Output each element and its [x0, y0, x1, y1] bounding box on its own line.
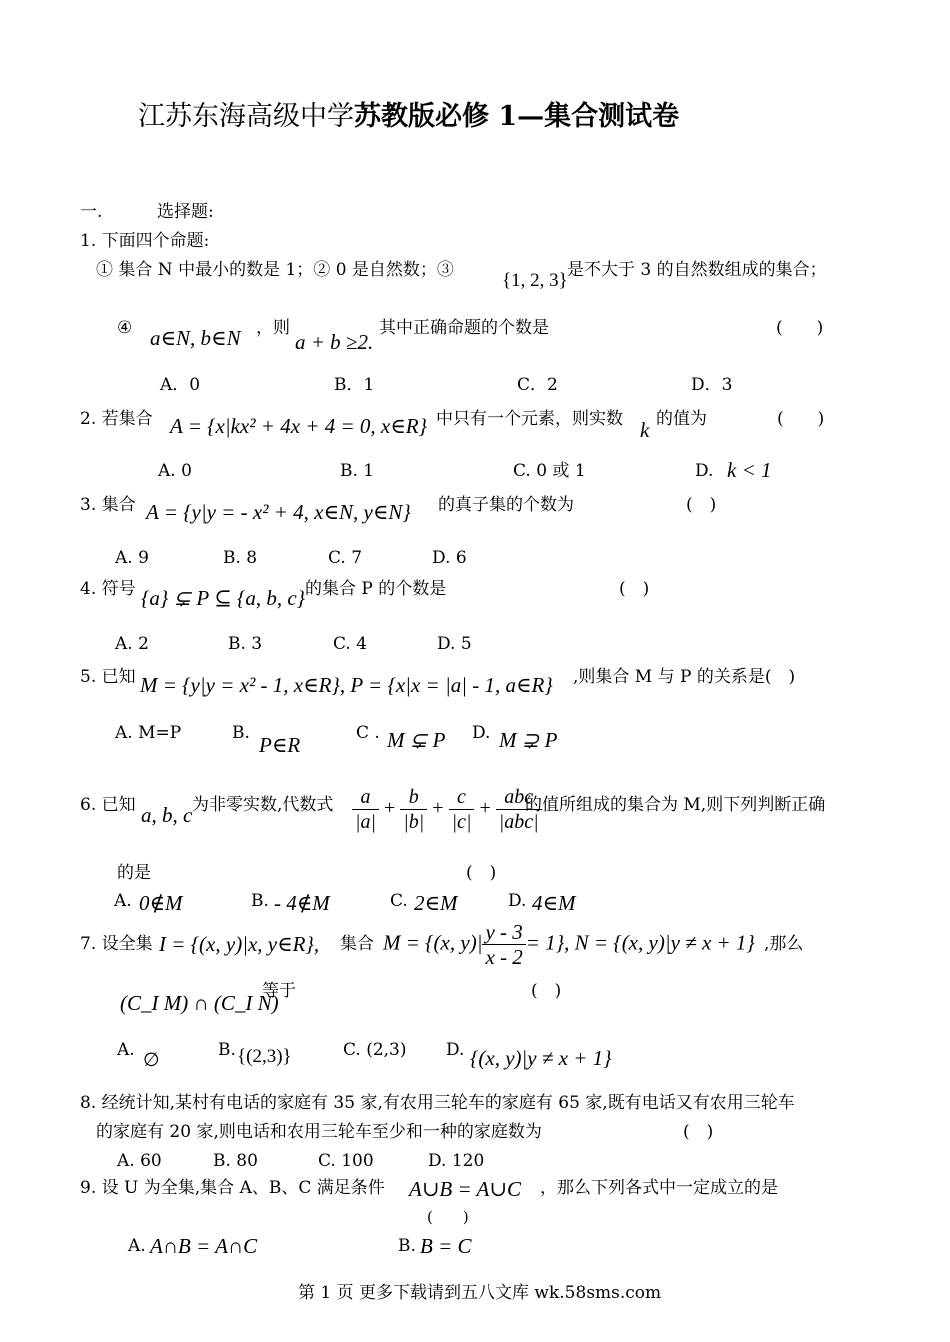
- q4-option-c: C. 4: [333, 634, 368, 654]
- q3-set: A = {y|y = - x² + 4, x∈N, y∈N}: [146, 500, 411, 524]
- q7-universal-set: I = {(x, y)|x, y∈R},: [159, 932, 320, 956]
- q3-option-b: B. 8: [223, 548, 258, 568]
- q4-expr: {a} ⊊ P ⊆ {a, b, c}: [141, 586, 306, 610]
- q6-frac-c: [449, 785, 475, 834]
- q7-frac: [482, 920, 525, 969]
- q7-set-m: [383, 920, 755, 969]
- q8-option-c: C. 100: [318, 1151, 374, 1171]
- q2-set: A = {x|kx² + 4x + 4 = 0, x∈R}: [170, 414, 427, 438]
- q1-question: 其中正确命题的个数是: [379, 318, 549, 338]
- frac-den: |b|: [403, 811, 425, 833]
- frac-num: a: [352, 785, 379, 810]
- frac-num: c: [449, 785, 475, 810]
- frac-den: x - 2: [485, 945, 523, 969]
- q5-option-d: M ⊋ P: [499, 728, 558, 752]
- q5-pre: 5. 已知: [80, 667, 136, 687]
- q1-items-tail: 是不大于 3 的自然数组成的集合；: [567, 260, 827, 280]
- q6-frac-b: [400, 785, 427, 834]
- q6-option-d-label: D.: [508, 891, 527, 911]
- q5-expr: M = {y|y = x² - 1, x∈R}, P = {x|x = |a| - 1, a∈R}: [140, 673, 553, 697]
- q7-post: ,那么: [764, 934, 804, 954]
- q9-option-b-label: B.: [398, 1236, 416, 1256]
- q7-pre: 7. 设全集: [80, 934, 153, 954]
- plus-sign: +: [432, 797, 444, 820]
- q7-option-b-label: B.: [218, 1040, 236, 1060]
- q5-option-c: M ⊊ P: [387, 728, 446, 752]
- frac-den: |abc|: [498, 811, 539, 833]
- section-label: 选择题:: [157, 202, 214, 222]
- q2-answer-paren: ( ): [777, 409, 825, 429]
- q3-answer-paren: ( ): [686, 495, 717, 515]
- q6-pre: 6. 已知: [80, 795, 136, 815]
- q6-line2: 的是: [117, 863, 151, 883]
- q7-option-b: {(2,3)}: [237, 1046, 292, 1067]
- q1-items: ① 集合 N 中最小的数是 1；② 0 是自然数；③: [96, 260, 454, 280]
- q5-option-a: A. M=P: [115, 723, 182, 743]
- q8-option-d: D. 120: [428, 1151, 485, 1171]
- q6-option-c: 2∈M: [414, 891, 458, 915]
- page-title: [138, 94, 679, 133]
- q5-option-b: P∈R: [259, 733, 301, 757]
- q1-inequality: a + b ≥2.: [295, 330, 374, 354]
- q6-option-b-label: B.: [251, 891, 269, 911]
- q3-post: 的真子集的个数为: [438, 495, 574, 515]
- q6-mid: 为非零实数,代数式: [192, 795, 334, 815]
- q6-option-d: 4∈M: [532, 891, 576, 915]
- q5-option-b-label: B.: [232, 723, 250, 743]
- q1-answer-paren: ( ): [776, 318, 824, 338]
- q7-mid: 集合: [340, 934, 374, 954]
- q4-option-d: D. 5: [437, 634, 472, 654]
- q6-vars: a, b, c: [141, 803, 193, 827]
- q2-option-b: B. 1: [340, 461, 375, 481]
- q6-option-a-label: A.: [114, 891, 132, 911]
- q3-pre: 3. 集合: [80, 495, 136, 515]
- q4-post: 的集合 P 的个数是: [305, 579, 447, 599]
- q2-tail: 的值为: [656, 409, 707, 429]
- title-school: 江苏东海高级中学: [138, 101, 354, 132]
- q3-option-c: C. 7: [328, 548, 363, 568]
- q1-condition: a∈N, b∈N: [150, 326, 241, 350]
- q7-m-pre: M = {(x, y)|: [383, 930, 483, 955]
- q1-set: {1, 2, 3}: [502, 270, 568, 291]
- q7-expression: (C_I M) ∩ (C_I N): [120, 991, 279, 1015]
- q8-line2: 的家庭有 20 家,则电话和农用三轮车至少和一种的家庭数为: [96, 1122, 542, 1142]
- q2-post: 中只有一个元素，则实数: [436, 409, 623, 429]
- frac-den: |c|: [451, 811, 472, 833]
- q9-answer-paren: ( ): [427, 1208, 469, 1226]
- q9-option-a: A∩B = A∩C: [150, 1234, 258, 1258]
- q6-frac-a: [352, 785, 379, 834]
- q1-option-a: A．0: [160, 375, 201, 395]
- q5-post: ,则集合 M 与 P 的关系是( ): [573, 667, 796, 687]
- q6-expression: [352, 785, 542, 834]
- q6-option-b: - 4∉M: [274, 891, 330, 915]
- q4-option-b: B. 3: [228, 634, 263, 654]
- frac-num: abc: [496, 785, 542, 810]
- plus-sign: +: [479, 797, 491, 820]
- q1-option-d: D．3: [691, 375, 733, 395]
- q2-option-a: A. 0: [158, 461, 192, 481]
- q1-item4: ④: [117, 318, 133, 338]
- q2-option-c: C. 0 或 1: [513, 461, 586, 481]
- frac-num: b: [400, 785, 427, 810]
- q6-answer-paren: ( ): [466, 863, 497, 883]
- q5-option-c-label: C .: [356, 723, 380, 743]
- title-exam: 苏教版必修 1—集合测试卷: [354, 101, 680, 132]
- q7-m-post: = 1}, N = {(x, y)|y ≠ x + 1}: [525, 930, 755, 955]
- q7-answer-paren: ( ): [531, 981, 562, 1001]
- q8-line1: 8. 经统计知,某村有电话的家庭有 35 家,有农用三轮车的家庭有 65 家,既有电话又有农用三轮车: [80, 1093, 795, 1113]
- q8-option-a: A. 60: [117, 1151, 162, 1171]
- q9-pre: 9. 设 U 为全集,集合 A、B、C 满足条件: [80, 1178, 385, 1198]
- q2-pre: 2. 若集合: [80, 409, 153, 429]
- plus-sign: +: [384, 797, 396, 820]
- q7-line2-tail: 等于: [262, 981, 296, 1001]
- section-number: 一.: [80, 202, 103, 222]
- q8-option-b: B. 80: [213, 1151, 258, 1171]
- q1-then: ，则: [256, 318, 290, 338]
- q4-answer-paren: ( ): [619, 579, 650, 599]
- q7-option-d: {(x, y)|y ≠ x + 1}: [470, 1046, 612, 1070]
- q2-option-d-label: D.: [695, 461, 714, 481]
- q1-stem: 1. 下面四个命题:: [80, 231, 210, 251]
- q7-option-a-label: A.: [117, 1040, 135, 1060]
- q3-option-a: A. 9: [115, 548, 149, 568]
- q6-option-a: 0∉M: [139, 891, 183, 915]
- q1-option-c: C．2: [517, 375, 558, 395]
- q4-pre: 4. 符号: [80, 579, 136, 599]
- page-footer: 第 1 页 更多下载请到五八文库 wk.58sms.com: [298, 1283, 662, 1303]
- q9-post: ，那么下列各式中一定成立的是: [540, 1178, 778, 1198]
- frac-num: y - 3: [482, 920, 525, 945]
- q3-option-d: D. 6: [432, 548, 467, 568]
- q9-option-a-label: A.: [128, 1236, 146, 1256]
- q7-option-c: C. (2,3): [343, 1040, 407, 1060]
- frac-den: |a|: [355, 811, 376, 833]
- q7-option-d-label: D.: [446, 1040, 465, 1060]
- q9-option-b: B = C: [420, 1234, 472, 1258]
- q5-option-d-label: D.: [472, 723, 491, 743]
- q9-expr: A∪B = A∪C: [409, 1177, 521, 1201]
- q4-option-a: A. 2: [115, 634, 149, 654]
- q2-option-d: k < 1: [727, 458, 772, 482]
- q7-option-a: ∅: [143, 1050, 160, 1071]
- q8-answer-paren: ( ): [683, 1122, 714, 1142]
- q1-option-b: B．1: [334, 375, 375, 395]
- q6-post: 的值所组成的集合为 M,则下列判断正确: [525, 795, 826, 815]
- q6-option-c-label: C.: [390, 891, 408, 911]
- q2-k: k: [640, 418, 650, 442]
